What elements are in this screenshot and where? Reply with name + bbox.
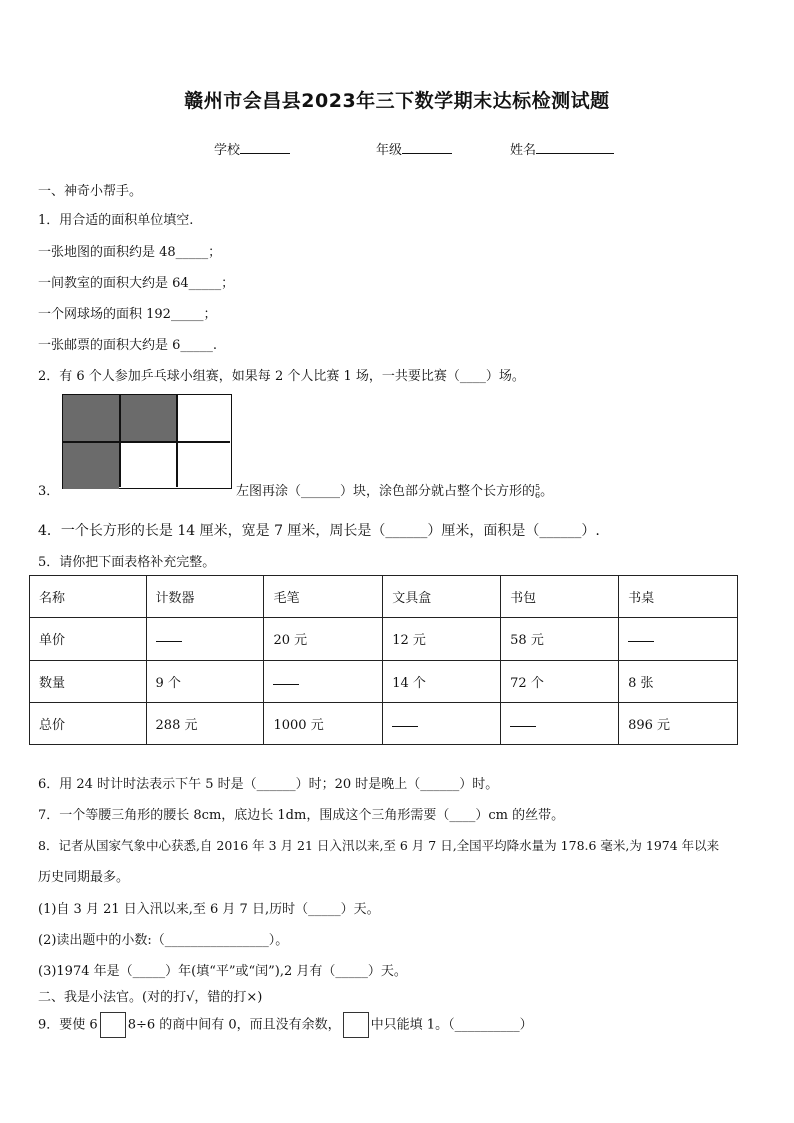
- table-cell: 14 个: [383, 660, 501, 702]
- table-cell: 12 元: [383, 618, 501, 660]
- table-cell: 书包: [501, 576, 619, 618]
- table-cell: 名称: [30, 576, 147, 618]
- question-8c: (3)1974 年是（_____）年(填“平”或“闰”),2 月有（_____）天。: [38, 964, 407, 979]
- section-2-heading: 二、我是小法官。(对的打√，错的打×): [38, 990, 263, 1005]
- table-cell: 单价: [30, 618, 147, 660]
- answer-blank[interactable]: [628, 631, 654, 642]
- digit-box[interactable]: [343, 1012, 369, 1038]
- table-cell: 58 元: [501, 618, 619, 660]
- question-7: 7．一个等腰三角形的腰长 8cm，底边长 1dm，围成这个三角形需要（____）cm 的丝带。: [38, 808, 565, 823]
- rectangle-figure: [62, 394, 232, 489]
- answer-blank-cell[interactable]: [264, 660, 383, 702]
- question-4: 4．一个长方形的长是 14 厘米，宽是 7 厘米，周长是（______）厘米，面积是（______）.: [38, 523, 600, 539]
- shaded-cell: [63, 442, 119, 489]
- section-1-heading: 一、神奇小帮手。: [38, 184, 143, 199]
- fraction-five-sixths: 5 6: [535, 482, 541, 500]
- answer-blank[interactable]: [273, 674, 299, 685]
- table-row: [30, 702, 738, 744]
- table-cell: 288 元: [146, 702, 264, 744]
- question-8-line-2: 历史同期最多。: [38, 870, 130, 885]
- name-field: [510, 139, 614, 158]
- question-1c: 一个网球场的面积 192_____；: [38, 307, 217, 322]
- table-cell: 数量: [30, 660, 147, 702]
- school-label: 学校: [214, 143, 241, 158]
- price-table: [29, 575, 738, 745]
- table-cell: 计数器: [146, 576, 264, 618]
- table-cell: 总价: [30, 702, 147, 744]
- page-title: 赣州市会昌县2023年三下数学期末达标检测试题: [184, 90, 610, 112]
- school-blank[interactable]: [240, 139, 290, 154]
- grid-line: [63, 441, 230, 443]
- shaded-cell: [120, 395, 176, 442]
- question-3-body: 左图再涂（______）块，涂色部分就占整个长方形的: [236, 484, 536, 499]
- digit-box[interactable]: [100, 1012, 126, 1038]
- table-row: [30, 618, 738, 660]
- table-cell: 毛笔: [264, 576, 383, 618]
- name-label: 姓名: [510, 143, 537, 158]
- table-cell: 8 张: [619, 660, 738, 702]
- question-6: 6．用 24 时计时法表示下午 5 时是（______）时；20 时是晚上（______）时。: [38, 777, 499, 792]
- grade-field: [376, 139, 452, 158]
- answer-blank-cell[interactable]: [619, 618, 738, 660]
- question-8-line-1: 8．记者从国家气象中心获悉,自 2016 年 3 月 21 日入汛以来,至 6 月 7 日,全国平均降水量为 178.6 毫米,为 1974 年以来: [38, 838, 720, 853]
- table-cell: 72 个: [501, 660, 619, 702]
- answer-blank-cell[interactable]: [501, 702, 619, 744]
- question-1d: 一张邮票的面积大约是 6_____.: [38, 338, 218, 353]
- answer-blank[interactable]: [156, 631, 182, 642]
- question-9-part-b: 8÷6 的商中间有 0，而且没有余数，: [127, 1017, 341, 1033]
- table-cell: 20 元: [264, 618, 383, 660]
- school-field: [214, 139, 290, 158]
- question-9: [38, 1012, 533, 1038]
- question-1-stem: 1．用合适的面积单位填空.: [38, 213, 194, 228]
- question-3-number: 3．: [38, 484, 60, 499]
- question-8a: (1)自 3 月 21 日入汛以来,至 6 月 7 日,历时（_____）天。: [38, 902, 380, 917]
- answer-blank[interactable]: [510, 716, 536, 727]
- name-blank[interactable]: [536, 139, 614, 154]
- question-5: 5．请你把下面表格补充完整。: [38, 555, 216, 570]
- table-cell: 书桌: [619, 576, 738, 618]
- table-cell: 9 个: [146, 660, 264, 702]
- question-1a: 一张地图的面积约是 48_____；: [38, 245, 222, 260]
- table-cell: 896 元: [619, 702, 738, 744]
- answer-blank[interactable]: [392, 716, 418, 727]
- question-8b: (2)读出题中的小数:（________________）。: [38, 933, 289, 948]
- question-1b: 一间教室的面积大约是 64_____；: [38, 276, 235, 291]
- grade-label: 年级: [376, 143, 403, 158]
- answer-blank-cell[interactable]: [383, 702, 501, 744]
- table-cell: 1000 元: [264, 702, 383, 744]
- grade-blank[interactable]: [402, 139, 452, 154]
- table-header-row: [30, 576, 738, 618]
- shaded-cell: [63, 395, 119, 442]
- question-3-text: 左图再涂（______）块，涂色部分就占整个长方形的5 6。: [236, 482, 554, 500]
- table-cell: 文具盒: [383, 576, 501, 618]
- question-9-part-c: 中只能填 1。（__________）: [370, 1017, 533, 1033]
- answer-blank-cell[interactable]: [146, 618, 264, 660]
- question-2: 2．有 6 个人参加乒乓球小组赛，如果每 2 个人比赛 1 场，一共要比赛（____）场。: [38, 369, 525, 384]
- table-row: [30, 660, 738, 702]
- question-9-part-a: 9．要使 6: [38, 1017, 98, 1033]
